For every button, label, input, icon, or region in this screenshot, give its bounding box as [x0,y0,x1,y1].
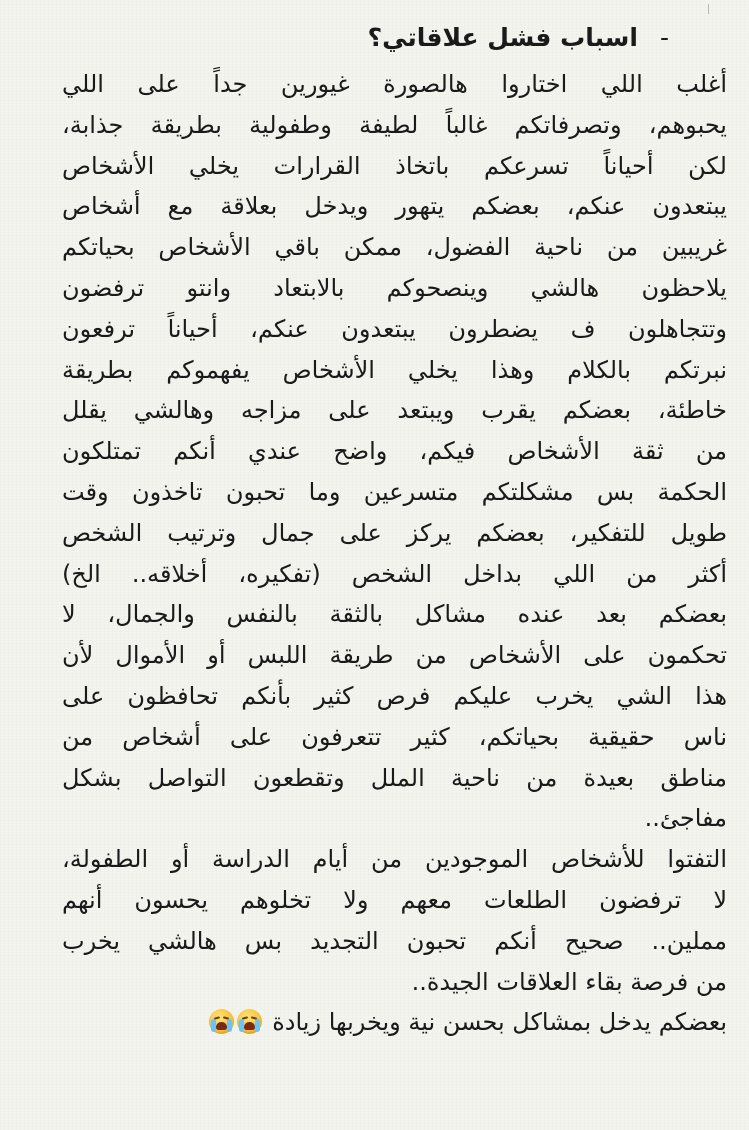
text-line-content: تحكمون على الأشخاص من طريقة اللبس أو الأموال لأن [62,641,727,670]
text-line-content: نبرتكم بالكلام وهذا يخلي الأشخاص يفهموكم بطريقة [62,355,727,384]
text-line-content: يلاحظون هالشي وينصحوكم بالابتعاد وانتو ترفضون [62,273,727,302]
text-line-content: غريبين من ناحية الفضول، ممكن باقي الأشخاص بحياتكم [62,233,727,262]
text-line-content: ناس حقيقية بحياتكم، كثير تتعرفون على أشخاص من [62,722,727,751]
text-line-content: لكن أحياناً تسرعكم باتخاذ القرارات يخلي الأشخاص [62,151,727,180]
heading-bullet-dash: - [659,23,669,52]
text-line-content: مملين.. صحيح أنكم تحبون التجديد بس هالشي يخرب [62,926,727,955]
text-line-content: وتتجاهلون ف يضطرون يبتعدون عنكم، أحياناً ترفعون [62,314,727,343]
text-line [62,594,727,635]
text-line [62,227,727,268]
text-line [62,431,727,472]
text-line-content: يبتعدون عنكم، بعضكم يتهور ويدخل بعلاقة مع أشخاص [62,192,727,221]
text-line [62,350,727,391]
text-line [62,472,727,513]
text-line-content: بعضكم يدخل بمشاكل بحسن نية ويخربها زيادة [272,1008,727,1037]
text-line-content: لا ترفضون الطلعات معهم ولا تخلوهم يحسون أنهم [62,885,727,914]
text-line [62,880,727,921]
text-line [62,513,727,554]
text-line [62,186,727,227]
text-line [62,105,727,146]
text-line-content: طويل للتفكير، بعضكم يركز على جمال وترتيب الشخص [62,518,727,547]
text-line-content: بعضكم بعد عنده مشاكل بالثقة بالنفس والجمال، لا [62,600,727,629]
text-line-content: من فرصة بقاء العلاقات الجيدة.. [411,967,727,996]
text-line [62,758,727,799]
text-line [62,676,727,717]
text-line-content: مناطق بعيدة من ناحية الملل وتقطعون التواصل بشكل [62,763,727,792]
text-line-content: الحكمة بس مشكلتكم متسرعين وما تحبون تاخذون وقت [62,477,727,506]
text-line [62,390,727,431]
text-line-content: التفتوا للأشخاص الموجودين من أيام الدراسة أو الطفولة، [62,845,727,874]
loudly-crying-face-icon [209,1009,234,1034]
text-line-content: يحبوهم، وتصرفاتكم غالباً لطيفة وطفولية بطريقة جذابة، [62,110,727,139]
text-line [62,1002,727,1043]
text-line-content: من ثقة الأشخاص فيكم، واضح عندي أنكم تمتلكون [62,437,727,466]
text-line [62,554,727,595]
text-line-content: أغلب اللي اختاروا هالصورة غيورين جداً على اللي [62,70,727,98]
text-line [62,309,727,350]
text-line [62,268,727,309]
text-line [62,146,727,187]
text-line-content: أكثر من اللي بداخل الشخص (تفكيره، أخلاقه.. الخ) [62,559,727,588]
note-body [62,64,727,1043]
text-line-content: مفاجئ.. [644,804,727,833]
note-heading [368,18,669,58]
text-line-content: خاطئة، بعضكم يقرب ويبتعد على مزاجه وهالشي يقلل [62,396,727,425]
heading-title: اسباب فشل علاقاتي؟ [367,23,638,52]
top-edge-mark [708,4,709,14]
text-line [62,962,727,1003]
text-line [62,64,727,105]
text-line-content: هذا الشي يخرب عليكم فرص كثير بأنكم تحافظون على [62,681,727,710]
text-line [62,839,727,880]
text-line [62,921,727,962]
text-line [62,717,727,758]
loudly-crying-face-icon [237,1009,262,1034]
text-line [62,635,727,676]
text-line [62,798,727,839]
